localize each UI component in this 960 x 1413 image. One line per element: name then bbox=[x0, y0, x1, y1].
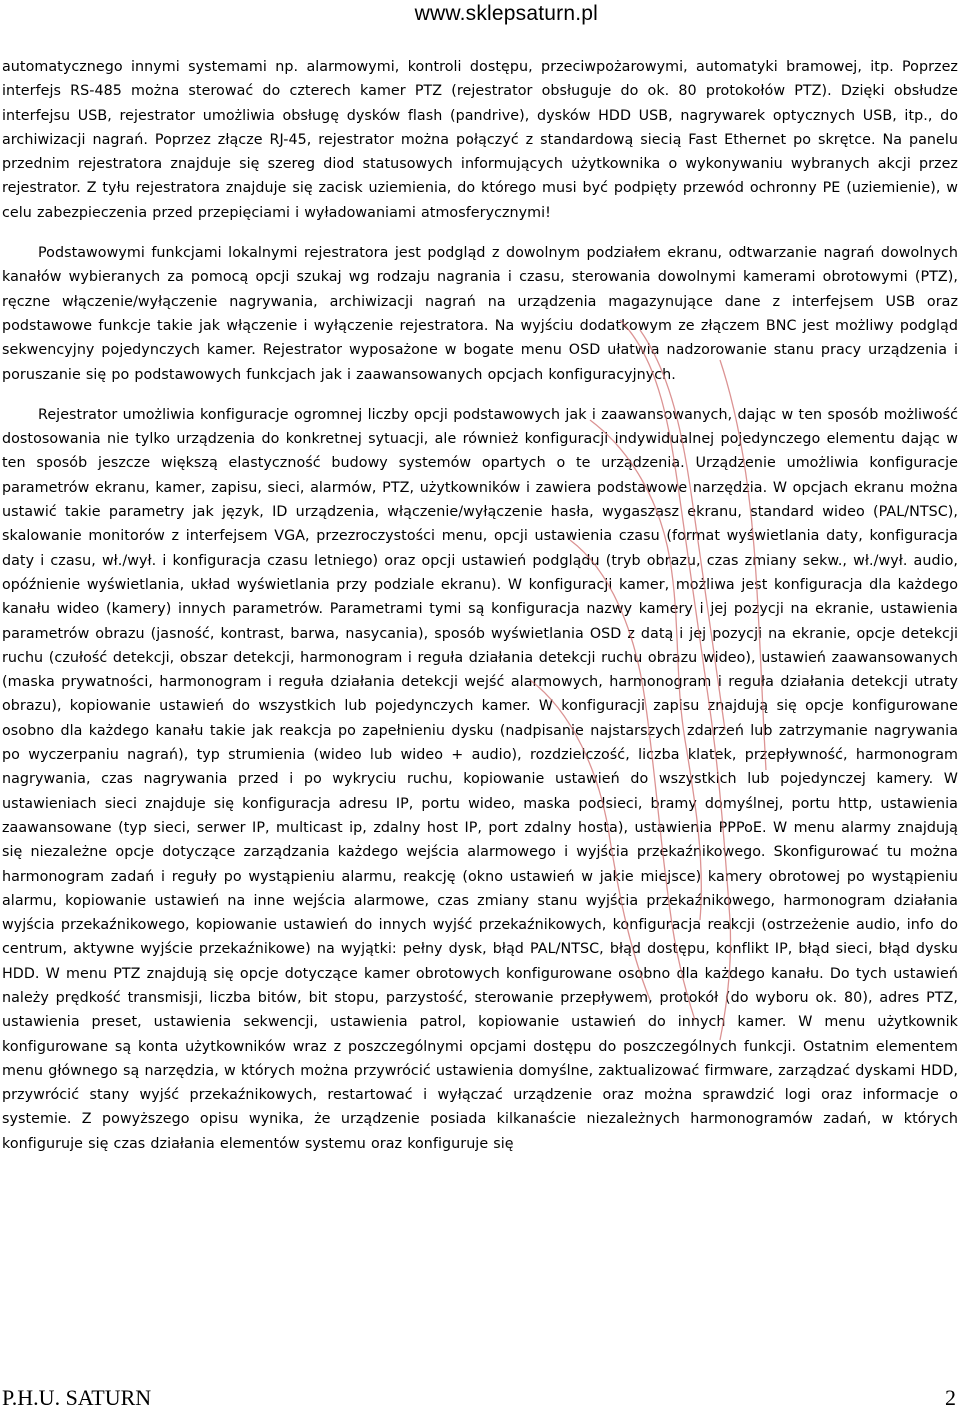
footer-page-number: 2 bbox=[945, 1385, 956, 1410]
document-body bbox=[2, 55, 958, 1156]
paragraph-gap bbox=[2, 225, 958, 241]
paragraph-gap bbox=[2, 387, 958, 403]
paragraph-3: Rejestrator umożliwia konfiguracje ogromnej liczby opcji podstawowych jak i zaawansowanych, dając w ten sposób możliwość dostosowania nie tylko urządzenia do konkretnej sytuacji, ale również konfiguracji indywidualnej pojedynczego elementu dając w ten sposób jeszcze większą elastyczność budowy systemów opartych o te urządzenia. Urządzenie umożliwia konfiguracje parametrów ekranu, kamer, zapisu, sieci, alarmów, PTZ, użytkowników i zawiera podstawowe narzędzia. W opcjach ekranu można ustawić takie parametry jak język, ID urządzenia, włączenie/wyłączenie hasła, wygaszasz ekranu, standard wideo (PAL/NTSC), skalowanie monitorów z interfejsem VGA, przezroczystości menu, opcji ustawienia czasu (format wyświetlania daty, konfiguracja daty i czasu, wł./wył. i konfiguracja czasu letniego) oraz opcji ustawień podglądu (tryb obrazu, czas zmiany sekw., wł./wył. audio, opóźnienie wyświetlania, układ wyświetlania przy podziale ekranu). W konfiguracji kamer, możliwa jest konfiguracja dla każdego kanału wideo (kamery) innych parametrów. Parametrami tymi są konfiguracja nazwy kamery i jej pozycji na ekranie, ustawienia parametrów obrazu (jasność, kontrast, barwa, nasycania), sposób wyświetlania OSD z datą i jej pozycji na ekranie, opcje detekcji ruchu (czułość detekcji, obszar detekcji, harmonogram i reguła działania detekcji ruchu obrazu wideo), ustawień zaawansowanych (maska prywatności, harmonogram i reguła działania detekcji wejść alarmowych, harmonogram i reguła działania detekcji utraty obrazu), kopiowanie ustawień do wszystkich lub pojedynczych kamer. W konfiguracji zapisu znajdują się opcje konfigurowane osobno dla każdego kanału takie jak reakcja po zapełnieniu dysku (nadpisanie najstarszych zdarzeń lub zatrzymanie nagrywania po wyczerpaniu nagrań), typ strumienia (wideo lub wideo + audio), rozdzielczość, liczba klatek, przepływność, harmonogram nagrywania, czas nagrywania przed i po wykryciu ruchu, kopiowanie ustawień do wszystkich lub pojedynczej kamery. W ustawieniach sieci znajduje się konfiguracja adresu IP, portu wideo, maska podsieci, bramy domyślnej, portu http, ustawienia zaawansowane (typ sieci, serwer IP, multicast ip, zdalny host IP, port zdalny hosta), ustawienia PPPoE. W menu alarmy znajdują się niezależne opcje dotyczące zarządzania każdego wejścia alarmowego i wyjścia przekaźnikowego. Skonfigurować tu można harmonogram zadań i reguły po wystąpieniu alarmu, reakcję (okno ustawień w jakie miejsce) kamery obrotowej po wystąpieniu alarmu, kopiowanie ustawień na inne wejścia alarmowe, czas zmiany stanu wyjścia przekaźnikowego, harmonogram działania wyjścia przekaźnikowego, kopiowanie ustawień do innych wyjść przekaźnikowych, konfiguracja reakcji (ostrzeżenie audio, info do centrum, aktywne wyjście przekaźnikowe) na wyjątki: pełny dysk, błąd PAL/NTSC, błąd dostępu, konflikt IP, błąd sieci, błąd dysku HDD. W menu PTZ znajdują się opcje dotyczące kamer obrotowych konfigurowane osobno dla każdego kanału. Do tych ustawień należy prędkość transmisji, liczba bitów, bit stopu, parzystość, sterowanie przepływem, protokół (do wyboru ok. 80), adres PTZ, ustawienia preset, ustawienia sekwencji, ustawienia patrol, kopiowanie ustawień do innych kamer. W menu użytkownik konfigurowane są konta użytkowników wraz z poszczególnymi opcjami dostępu do poszczególnych funkcji. Ostatnim elementem menu głównego są narzędzia, w których można przywrócić ustawienia domyślne, zaktualizować firmware, zarządzać dyskami HDD, przywrócić stany wyjść przekaźnikowych, restartować i wyłączać urządzenie oraz można sprawdzić logi oraz informacje o systemie. Z powyższego opisu wynika, że urządzenie posiada kilkanaście niezależnych harmonogramów zadań, w których konfiguruje się czas działania elementów systemu oraz konfiguruje się bbox=[2, 406, 958, 1152]
header-url: www.sklepsaturn.pl bbox=[414, 2, 598, 25]
paragraph-1: automatycznego innymi systemami np. alarmowymi, kontroli dostępu, przeciwpożarowymi, automatyki bramowej, itp. Poprzez interfejs RS-485 można sterować do czterech kamer PTZ (rejestrator obsługuje do ok. 80 protokołów PTZ). Dzięki obsłudze interfejsu USB, rejestrator umożliwia obsługę dysków flash (pandrive), dysków HDD USB, nagrywarek optycznych USB, itp., do archiwizacji nagrań. Poprzez złącze RJ-45, rejestrator można połączyć z standardową siecią Fast Ethernet po skrętce. Na panelu przednim rejestratora znajduje się szereg diod statusowych informujących użytkownika o wykonywaniu wybranych akcji przez rejestrator. Z tyłu rejestratora znajduje się zacisk uziemienia, do którego musi być podpięty przewód ochronny PE (uziemienie), w celu zabezpieczenia przed przepięciami i wyładowaniami atmosferycznymi! bbox=[2, 59, 958, 221]
footer-company: P.H.U. SATURN bbox=[2, 1385, 152, 1410]
paragraph-2: Podstawowymi funkcjami lokalnymi rejestratora jest podgląd z dowolnym podziałem ekranu, odtwarzanie nagrań dowolnych kanałów wybieranych za pomocą opcji szukaj wg rodzaju nagrania i czasu, sterowania dowolnymi kamerami obrotowymi (PTZ), ręczne włączenie/wyłączenie nagrywania, archiwizacji nagrań na urządzenia magazynujące dane z interfejsem USB oraz podstawowe funkcje takie jak włączenie i wyłączenie rejestratora. Na wyjściu dodatkowym ze złączem BNC jest możliwy podgląd sekwencyjny pojedynczych kamer. Rejestrator wyposażone w bogate menu OSD ułatwia nadzorowanie stanu pracy urządzenia i poruszanie się po podstawowych funkcjach jak i zaawansowanych opcjach konfiguracyjnych. bbox=[2, 245, 958, 383]
